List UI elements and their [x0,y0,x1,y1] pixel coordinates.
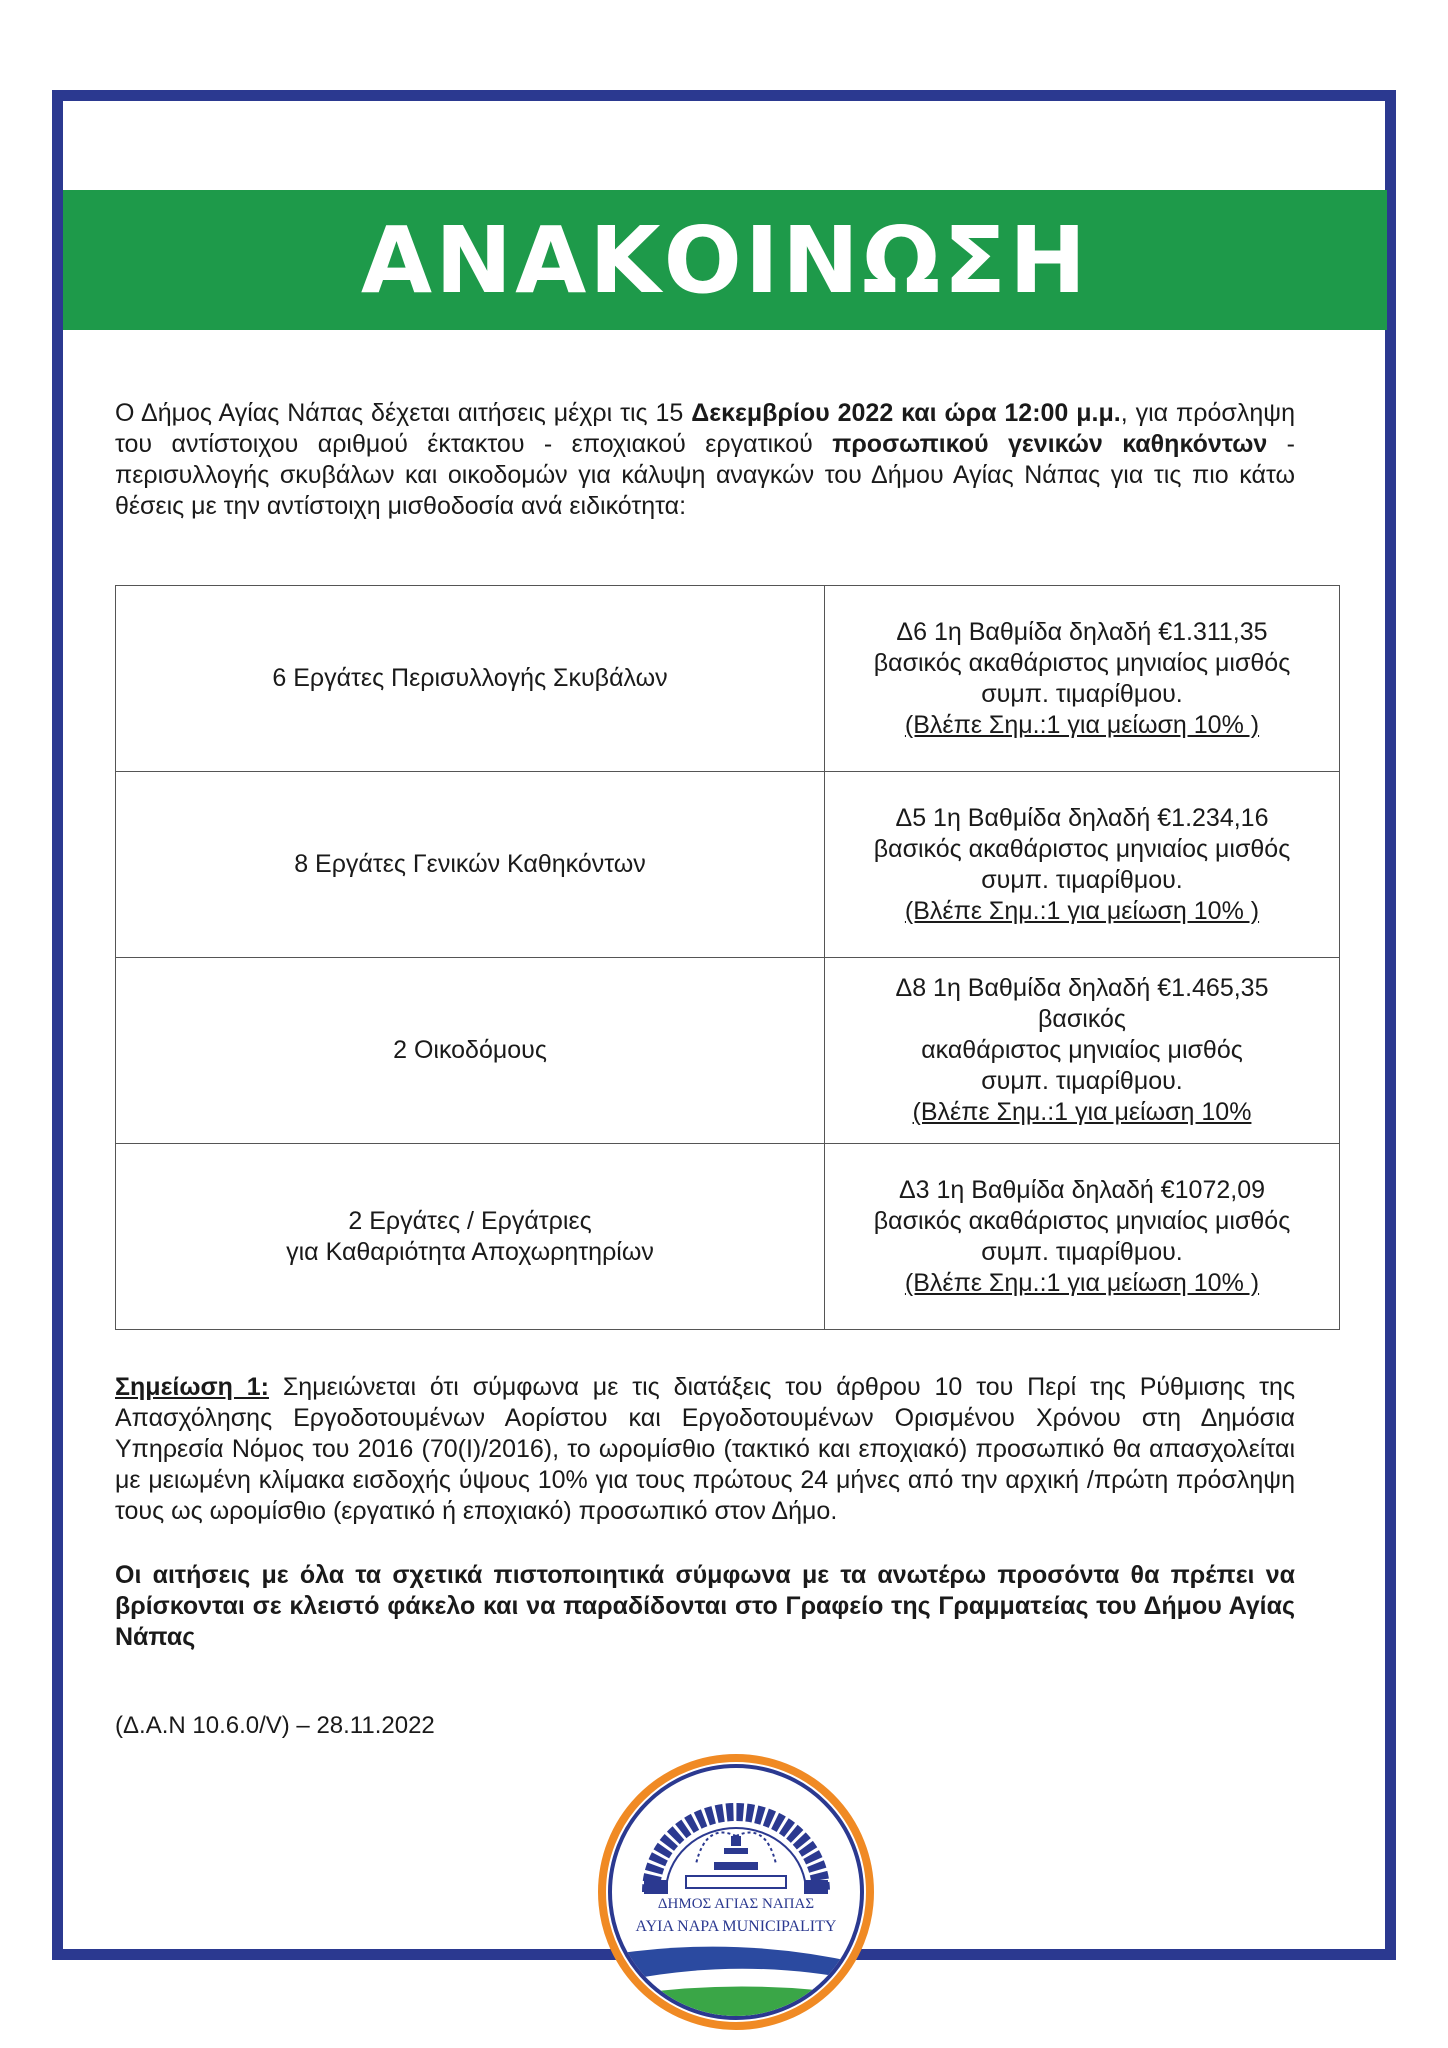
table-row [116,586,1340,772]
note-paragraph [115,1372,1295,1527]
salary-grade: Δ5 1η Βαθμίδα δηλαδή €1.234,16 [895,803,1269,832]
salary-cell [825,586,1340,772]
position-cell [116,772,825,958]
position-cell [116,1144,825,1330]
salary-grade: Δ6 1η Βαθμίδα δηλαδή €1.311,35 [896,617,1268,646]
salary-description: βασικός [1038,1005,1126,1033]
logo-name-english: AYIA NAPA MUNICIPALITY [635,1918,837,1935]
salary-description: βασικός ακαθάριστος μηνιαίος μισθός [873,1206,1291,1235]
closing-paragraph: Οι αιτήσεις με όλα τα σχετικά πιστοποιητικά σύμφωνα με τα ανωτέρω προσόντα θα πρέπει να βρίσκονται σε κλειστό φάκελο και να παραδίδονται στο Γραφείο της Γραμματείας του Δήμου Αγίας Νάπας [115,1561,1295,1651]
note-label: Σημείωση 1: [115,1373,269,1401]
position-label-cont: για Καθαριότητα Αποχωρητηρίων [286,1237,654,1266]
salary-index-note: συμπ. τιμαρίθμου. [981,1067,1183,1095]
announcement-title: ΑΝΑΚΟΙΝΩΣΗ [360,206,1090,314]
intro-text-1: Ο Δήμος Αγίας Νάπας δέχεται αιτήσεις μέχρι τις 15 [115,399,692,427]
logo-name-greek: ΔΗΜΟΣ ΑΓΙΑΣ ΝΑΠΑΣ [657,1896,815,1912]
positions-table [115,585,1340,1330]
salary-cell [825,958,1340,1144]
salary-description: βασικός ακαθάριστος μηνιαίος μισθός [873,648,1291,677]
salary-description-cont: ακαθάριστος μηνιαίος μισθός [921,1036,1243,1064]
salary-cell [825,772,1340,958]
salary-reduction-note: (Βλέπε Σημ.:1 για μείωση 10% ) [904,1268,1260,1297]
intro-deadline: Δεκεμβρίου 2022 και ώρα 12:00 μ.μ. [691,399,1121,427]
salary-grade: Δ8 1η Βαθμίδα δηλαδή €1.465,35 [895,974,1269,1002]
salary-cell [825,1144,1340,1330]
salary-description: βασικός ακαθάριστος μηνιαίος μισθός [873,834,1291,863]
table-row [116,1144,1340,1330]
note-text: Σημειώνεται ότι σύμφωνα με τις διατάξεις του άρθρου 10 του Περί της Ρύθμισης της Απασχόλησης Εργοδοτουμένων Αορίστου και Εργοδοτουμένων Ορισμένου Χρόνου στη Δημόσια Υπηρεσία Νόμος του 2016 (70(I)/2016), το ωρομίσθιο (τακτικό και εποχιακό) προσωπικό θα απασχολείται με μειωμένη κλίμακα εισδοχής ύψους 10% για τους πρώτους 24 μήνες από την αρχική /πρώτη πρόσληψη τους ως ωρομίσθιο (εργατικό ή εποχιακό) προσωπικό στον Δήμο. [115,1373,1296,1525]
table-row [116,958,1340,1144]
position-label: 2 Εργάτες / Εργάτριες [348,1206,592,1235]
salary-grade: Δ3 1η Βαθμίδα δηλαδή €1072,09 [898,1175,1266,1204]
salary-index-note: συμπ. τιμαρίθμου. [981,679,1183,708]
table-row [116,772,1340,958]
salary-index-note: συμπ. τιμαρίθμου. [981,1237,1183,1266]
municipality-logo [596,1752,876,2032]
salary-reduction-note: (Βλέπε Σημ.:1 για μείωση 10% ) [904,710,1260,739]
reference-date: (Δ.Α.Ν 10.6.0/V) – 28.11.2022 [115,1712,435,1739]
position-label: 6 Εργάτες Περισυλλογής Σκυβάλων [272,664,668,692]
position-cell [116,958,825,1144]
salary-reduction-note: (Βλέπε Σημ.:1 για μείωση 10% ) [904,896,1260,925]
position-cell [116,586,825,772]
salary-reduction-note: (Βλέπε Σημ.:1 για μείωση 10% [912,1098,1252,1126]
position-label: 8 Εργάτες Γενικών Καθηκόντων [294,850,646,878]
logo-emblem-icon [596,1752,876,2032]
intro-paragraph [115,398,1295,522]
announcement-banner [63,190,1387,330]
intro-text-3: - περισυλλογής σκυβάλων και οικοδομών για κάλυψη αναγκών του Δήμου Αγίας Νάπας για τις πιο κάτω θέσεις με την αντίστοιχη μισθοδοσία ανά ειδικότητα: [115,430,1295,520]
position-label: 2 Οικοδόμους [393,1036,547,1064]
salary-index-note: συμπ. τιμαρίθμου. [981,865,1183,894]
intro-staff-type: προσωπικού γενικών καθηκόντων [832,430,1268,458]
intro-text-2: , για πρόσληψη του αντίστοιχου αριθμού έκτακτου - εποχιακού εργατικού [115,399,1295,458]
